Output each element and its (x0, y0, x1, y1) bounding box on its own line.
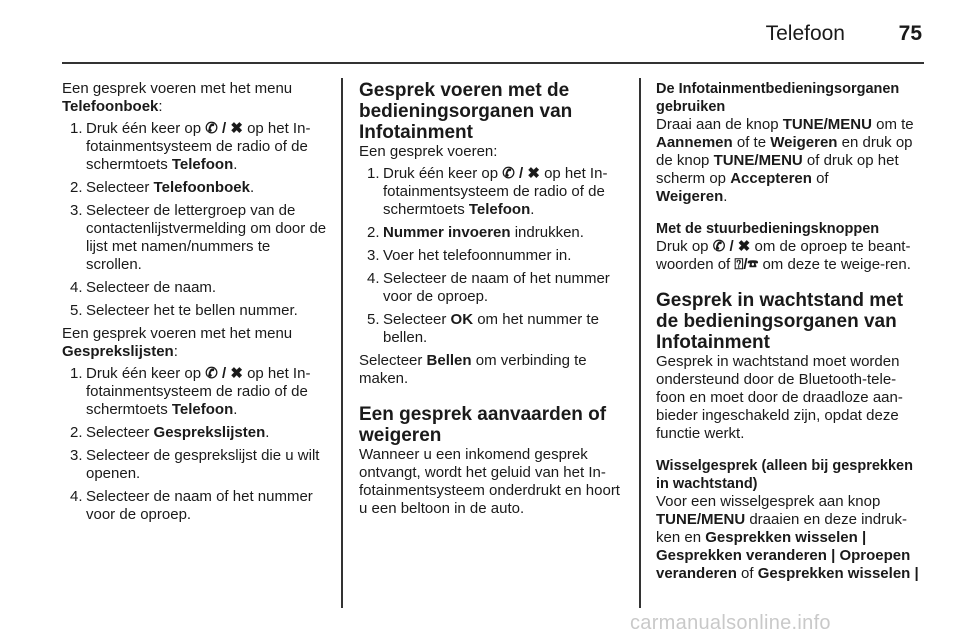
column-2 (359, 80, 627, 518)
column-3 (656, 80, 924, 583)
list-item: 4. Selecteer de naam. (70, 279, 217, 296)
list-item: 4. Selecteer de naam of het nummer voor de oproep. (70, 488, 313, 523)
list-item: 3. Selecteer de gesprekslijst die u wilt openen. (70, 447, 320, 482)
phonebook-steps (62, 120, 327, 320)
paragraph: Gesprek in wachtstand moet worden ondersteund door de Bluetooth-tele-foon en moet door de draadloze aan-bieder ingeschakeld zijn, opdat deze functie werkt. (656, 353, 903, 442)
paragraph: Druk op ✆ / ✖ om de oproep te beant-woorden of ⍰/☎ om deze te weige-ren. (656, 238, 911, 273)
list-item: 2. Selecteer Telefoonboek. (70, 179, 255, 196)
phone-mute-icon: ✆ / ✖ (502, 165, 540, 182)
calllist-steps (62, 365, 327, 524)
subheading: Met de stuurbedieningsknoppen (656, 221, 880, 237)
column-1 (62, 80, 327, 529)
watermark: carmanualsonline.info (630, 612, 831, 634)
paragraph: Wanneer u een inkomend gesprek ontvangt, wordt het geluid van het In-fotainmentsysteem onderdrukt en hoort u een beltoon in de auto. (359, 446, 620, 517)
intro-calllists: Een gesprek voeren met het menu Gesprekslijsten: (62, 325, 293, 360)
paragraph: Draai aan de knop TUNE/MENU om te Aannemen of te Weigeren en druk op de knop TUNE/MENU of druk op het scherm op Accepteren of Weigeren. (656, 116, 914, 205)
page-title: Telefoon (765, 22, 845, 45)
list-item: 3. Selecteer de lettergroep van de contactenlijstvermelding om door de lijst met namen/nummers te scrollen. (70, 202, 327, 273)
subheading: Wisselgesprek (alleen bij gesprekken in wachtstand) (656, 458, 913, 492)
list-item: 2. Nummer invoeren indrukken. (367, 224, 584, 241)
list-item: 2. Selecteer Gesprekslijsten. (70, 424, 270, 441)
intro-phonebook: Een gesprek voeren met het menu Telefoonboek: (62, 80, 293, 115)
paragraph: Selecteer Bellen om verbinding te maken. (359, 352, 587, 387)
phone-mute-icon: ✆ / ✖ (205, 365, 243, 382)
list-item: 5. Selecteer OK om het nummer te bellen. (367, 311, 599, 346)
page-number: 75 (898, 22, 922, 45)
list-item: 4. Selecteer de naam of het nummer voor de oproep. (367, 270, 610, 305)
list-item: 5. Selecteer het te bellen nummer. (70, 302, 298, 319)
list-item: 1. Druk één keer op ✆ / ✖ op het In-fotainmentsysteem de radio of de schermtoets Telefoon. (367, 165, 608, 218)
phone-mute-icon: ✆ / ✖ (205, 120, 243, 137)
paragraph: Een gesprek voeren: (359, 143, 498, 160)
section-heading: Gesprek in wachtstand met de bedieningsorganen van Infotainment (656, 290, 904, 353)
list-item: 1. Druk één keer op ✆ / ✖ op het In-fotainmentsysteem de radio of de schermtoets Telefoon. (70, 365, 311, 418)
paragraph: Voor een wisselgesprek aan knop TUNE/MENU draaien en deze indruk-ken en Gesprekken wisselen | Gesprekken veranderen | Oproepen veranderen of Gesprekken wisselen | (656, 493, 919, 582)
phone-mute-icon: ✆ / ✖ (712, 238, 751, 255)
list-item: 1. Druk één keer op ✆ / ✖ op het In-fotainmentsysteem de radio of de schermtoets Telefoon. (70, 120, 311, 173)
header-divider (62, 62, 924, 64)
section-heading: Gesprek voeren met de bedieningsorganen van Infotainment (359, 80, 573, 143)
list-item: 3. Voer het telefoonnummer in. (367, 247, 572, 264)
column-divider-1 (341, 78, 343, 608)
column-divider-2 (639, 78, 641, 608)
call-end-icon: ⍰/☎ (734, 256, 759, 273)
subheading: De Infotainmentbedieningsorganen gebruiken (656, 81, 900, 115)
dial-steps (359, 165, 627, 347)
section-heading: Een gesprek aanvaarden of weigeren (359, 404, 607, 446)
